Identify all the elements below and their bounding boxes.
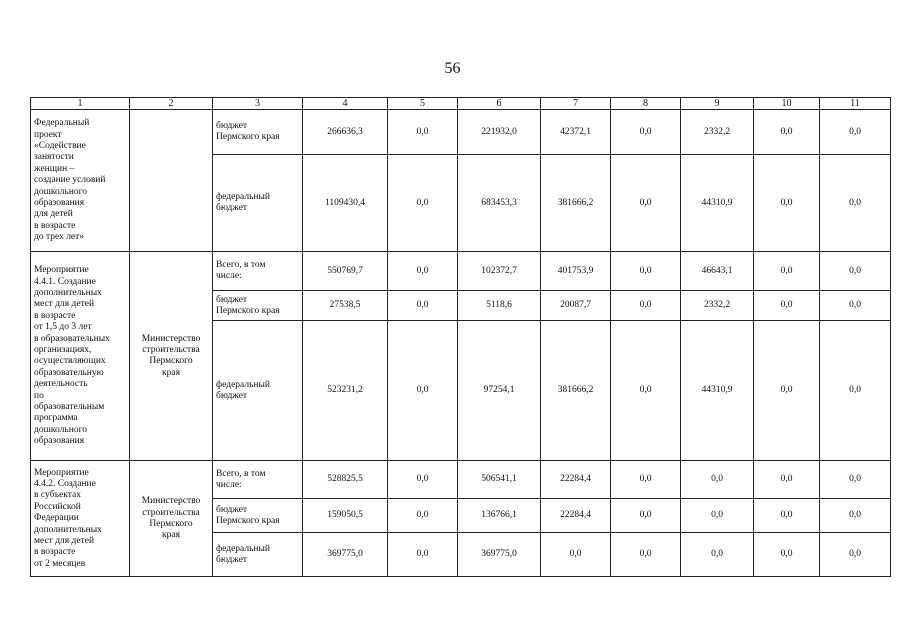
value-cell: 0,0 bbox=[611, 252, 681, 291]
value-cell: 20087,7 bbox=[541, 291, 611, 321]
value-cell: 0,0 bbox=[611, 155, 681, 252]
value-cell: 381666,2 bbox=[541, 155, 611, 252]
value-cell: 0,0 bbox=[388, 155, 458, 252]
value-cell: 0,0 bbox=[754, 291, 820, 321]
value-cell: 0,0 bbox=[754, 252, 820, 291]
value-cell: 2332,2 bbox=[681, 110, 754, 155]
value-cell: 0,0 bbox=[388, 321, 458, 461]
value-cell: 0,0 bbox=[388, 110, 458, 155]
col-header-7: 7 bbox=[541, 98, 611, 110]
funding-source-cell: федеральный бюджет bbox=[213, 533, 303, 577]
value-cell: 46643,1 bbox=[681, 252, 754, 291]
value-cell: 0,0 bbox=[611, 110, 681, 155]
funding-source-cell: федеральный бюджет bbox=[213, 321, 303, 461]
funding-source-cell: бюджет Пермского края bbox=[213, 499, 303, 533]
col-header-5: 5 bbox=[388, 98, 458, 110]
value-cell: 2332,2 bbox=[681, 291, 754, 321]
col-header-10: 10 bbox=[754, 98, 820, 110]
value-cell: 0,0 bbox=[611, 499, 681, 533]
table-row bbox=[31, 461, 891, 499]
value-cell: 0,0 bbox=[754, 499, 820, 533]
value-cell: 136766,1 bbox=[458, 499, 541, 533]
funding-source-cell: Всего, в том числе: bbox=[213, 252, 303, 291]
value-cell: 159050,5 bbox=[303, 499, 388, 533]
value-cell: 44310,9 bbox=[681, 155, 754, 252]
value-cell: 0,0 bbox=[754, 533, 820, 577]
value-cell: 42372,1 bbox=[541, 110, 611, 155]
table-row bbox=[31, 252, 891, 291]
value-cell: 0,0 bbox=[611, 291, 681, 321]
value-cell: 0,0 bbox=[754, 155, 820, 252]
value-cell: 401753,9 bbox=[541, 252, 611, 291]
col-header-8: 8 bbox=[611, 98, 681, 110]
table-header bbox=[31, 98, 891, 110]
value-cell: 0,0 bbox=[820, 499, 891, 533]
value-cell: 97254,1 bbox=[458, 321, 541, 461]
value-cell: 506541,1 bbox=[458, 461, 541, 499]
value-cell: 0,0 bbox=[611, 321, 681, 461]
value-cell: 523231,2 bbox=[303, 321, 388, 461]
header-row bbox=[31, 98, 891, 110]
value-cell: 0,0 bbox=[754, 461, 820, 499]
value-cell: 22284,4 bbox=[541, 461, 611, 499]
value-cell: 27538,5 bbox=[303, 291, 388, 321]
col-header-2: 2 bbox=[130, 98, 213, 110]
value-cell: 0,0 bbox=[611, 461, 681, 499]
executor-cell bbox=[130, 110, 213, 252]
col-header-1: 1 bbox=[31, 98, 130, 110]
program-name-cell: Мероприятие 4.4.1. Создание дополнительных мест для детей в возрасте от 1,5 до 3 лет в образовательных организациях, осуществляющих образовательную деятельность по образовательным программа дошкольного образования bbox=[31, 252, 130, 461]
value-cell: 0,0 bbox=[820, 321, 891, 461]
funding-source-cell: бюджет Пермского края bbox=[213, 110, 303, 155]
value-cell: 0,0 bbox=[820, 110, 891, 155]
value-cell: 5118,6 bbox=[458, 291, 541, 321]
table-body bbox=[31, 110, 891, 577]
value-cell: 0,0 bbox=[541, 533, 611, 577]
funding-source-cell: Всего, в том числе: bbox=[213, 461, 303, 499]
value-cell: 22284,4 bbox=[541, 499, 611, 533]
value-cell: 0,0 bbox=[388, 252, 458, 291]
value-cell: 221932,0 bbox=[458, 110, 541, 155]
value-cell: 1109430,4 bbox=[303, 155, 388, 252]
value-cell: 369775,0 bbox=[303, 533, 388, 577]
value-cell: 369775,0 bbox=[458, 533, 541, 577]
budget-table bbox=[30, 97, 891, 577]
value-cell: 266636,3 bbox=[303, 110, 388, 155]
value-cell: 0,0 bbox=[820, 155, 891, 252]
funding-source-cell: федеральный бюджет bbox=[213, 155, 303, 252]
program-name-cell: Мероприятие 4.4.2. Создание в субъектах Российской Федерации дополнительных мест для детей в возрасте от 2 месяцев bbox=[31, 461, 130, 577]
value-cell: 683453,3 bbox=[458, 155, 541, 252]
value-cell: 0,0 bbox=[820, 252, 891, 291]
program-name-cell: Федеральный проект «Содействие занятости женщин – создание условий дошкольного образования для детей в возрасте до трех лет» bbox=[31, 110, 130, 252]
value-cell: 0,0 bbox=[388, 291, 458, 321]
col-header-4: 4 bbox=[303, 98, 388, 110]
value-cell: 0,0 bbox=[681, 533, 754, 577]
value-cell: 44310,9 bbox=[681, 321, 754, 461]
table-row bbox=[31, 110, 891, 155]
value-cell: 0,0 bbox=[681, 499, 754, 533]
value-cell: 0,0 bbox=[754, 321, 820, 461]
col-header-6: 6 bbox=[458, 98, 541, 110]
value-cell: 0,0 bbox=[820, 291, 891, 321]
value-cell: 550769,7 bbox=[303, 252, 388, 291]
page-number: 56 bbox=[444, 60, 461, 77]
value-cell: 0,0 bbox=[681, 461, 754, 499]
col-header-9: 9 bbox=[681, 98, 754, 110]
value-cell: 0,0 bbox=[611, 533, 681, 577]
funding-source-cell: бюджет Пермского края bbox=[213, 291, 303, 321]
value-cell: 381666,2 bbox=[541, 321, 611, 461]
value-cell: 0,0 bbox=[388, 461, 458, 499]
value-cell: 0,0 bbox=[388, 499, 458, 533]
executor-cell: Министерство строительства Пермского края bbox=[130, 461, 213, 577]
executor-cell: Министерство строительства Пермского края bbox=[130, 252, 213, 461]
value-cell: 0,0 bbox=[388, 533, 458, 577]
value-cell: 0,0 bbox=[754, 110, 820, 155]
value-cell: 0,0 bbox=[820, 461, 891, 499]
value-cell: 0,0 bbox=[820, 533, 891, 577]
col-header-11: 11 bbox=[820, 98, 891, 110]
value-cell: 528825,5 bbox=[303, 461, 388, 499]
value-cell: 102372,7 bbox=[458, 252, 541, 291]
col-header-3: 3 bbox=[213, 98, 303, 110]
